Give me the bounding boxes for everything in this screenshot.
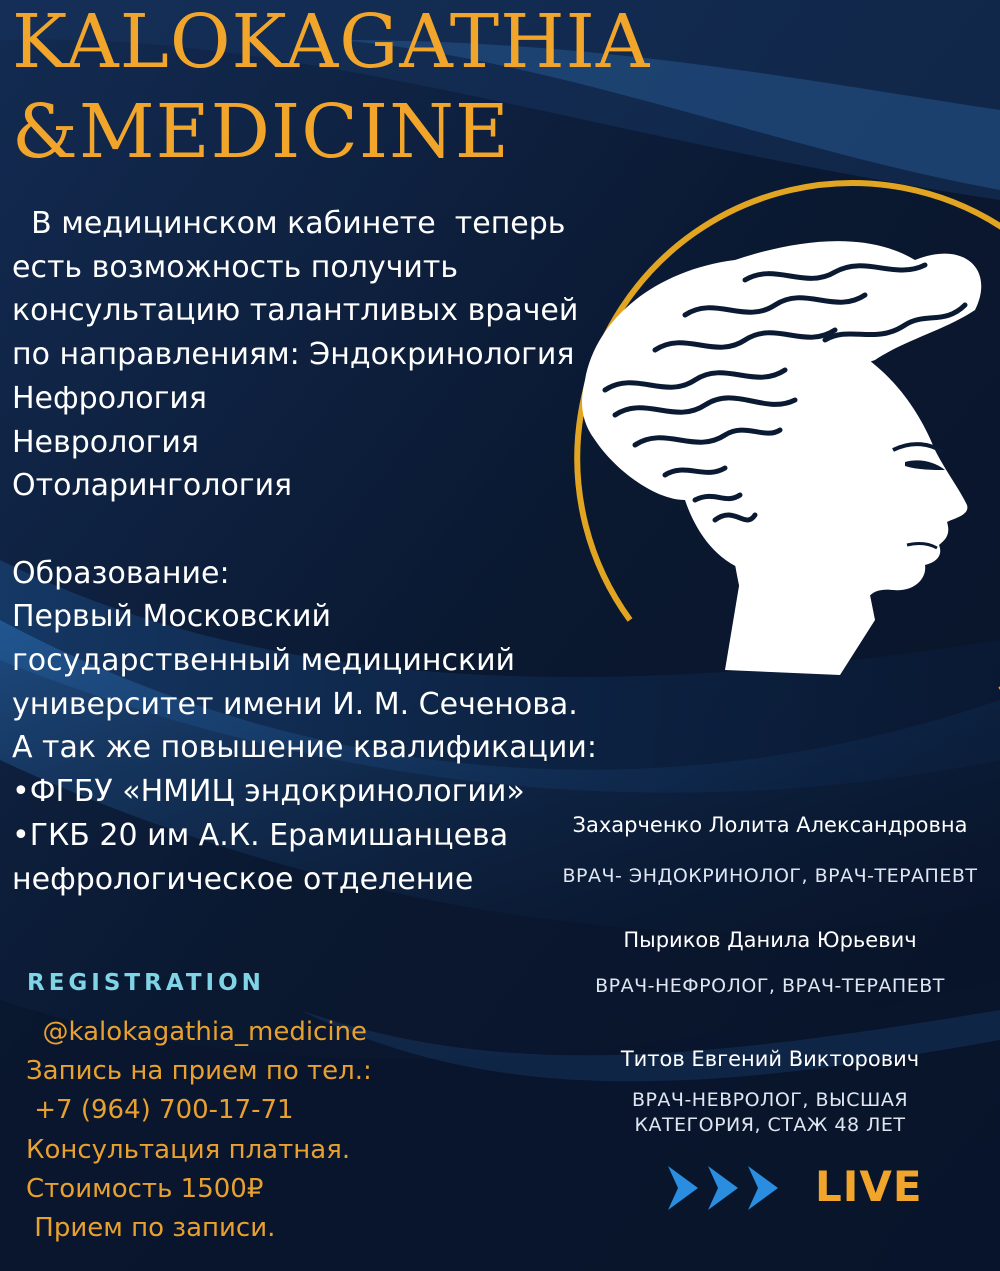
intro-line: есть возможность получить	[12, 249, 459, 285]
intro-line: Неврология	[12, 424, 199, 460]
price: Стоимость 1500₽	[26, 1173, 264, 1204]
intro-line: государственный медицинский	[12, 643, 516, 679]
intro-line: Отоларингология	[12, 468, 293, 504]
instagram-handle[interactable]: @kalokagathia_medicine	[26, 1017, 368, 1047]
doctor-role: ВРАЧ- ЭНДОКРИНОЛОГ, ВРАЧ-ТЕРАПЕВТ	[562, 865, 978, 887]
registration-heading: REGISTRATION	[27, 970, 265, 996]
doctor-role-line1: ВРАЧ-НЕВРОЛОГ, ВЫСШАЯ	[631, 1089, 909, 1111]
doctor-role: ВРАЧ-НЕФРОЛОГ, ВРАЧ-ТЕРАПЕВТ	[595, 975, 945, 997]
intro-line: •ГКБ 20 им А.К. Ерамишанцева	[12, 817, 509, 853]
intro-line: Нефрология	[12, 380, 207, 416]
doctor-role-line2: КАТЕГОРИЯ, СТАЖ 48 ЛЕТ	[634, 1114, 906, 1136]
phone-number[interactable]: +7 (964) 700-17-71	[26, 1095, 294, 1126]
intro-line: Образование:	[12, 555, 230, 591]
intro-line: Первый Московский	[12, 599, 331, 635]
doctor-name: Пыриков Данила Юрьевич	[623, 928, 917, 952]
intro-line	[12, 508, 612, 552]
greek-goddess-profile-icon	[575, 200, 1000, 700]
intro-text	[12, 202, 612, 901]
doctor-name: Титов Евгений Викторович	[620, 1047, 920, 1071]
appointment-note: Прием по записи.	[26, 1213, 276, 1244]
triple-chevron-right-icon	[664, 1158, 794, 1218]
booking-phone-label: Запись на прием по тел.:	[26, 1056, 372, 1087]
brand-title-line2: &MEDICINE	[12, 89, 510, 175]
live-label: LIVE	[815, 1162, 923, 1211]
paid-consultation-note: Консультация платная.	[26, 1134, 351, 1165]
registration-info	[26, 1013, 446, 1248]
intro-line: А так же повышение квалификации:	[12, 730, 597, 766]
intro-line: •ФГБУ «НМИЦ эндокринологии»	[12, 774, 525, 810]
intro-line: В медицинском кабинете теперь	[12, 206, 566, 241]
intro-line: нефрологическое отделение	[12, 861, 474, 897]
doctor-name: Захарченко Лолита Александровна	[572, 813, 968, 837]
intro-line: консультацию талантливых врачей	[12, 293, 579, 329]
intro-line: университет имени И. М. Сеченова.	[12, 686, 578, 722]
intro-line: по направлениям: Эндокринология	[12, 337, 575, 373]
brand-title-line1: KALOKAGATHIA	[12, 0, 651, 85]
